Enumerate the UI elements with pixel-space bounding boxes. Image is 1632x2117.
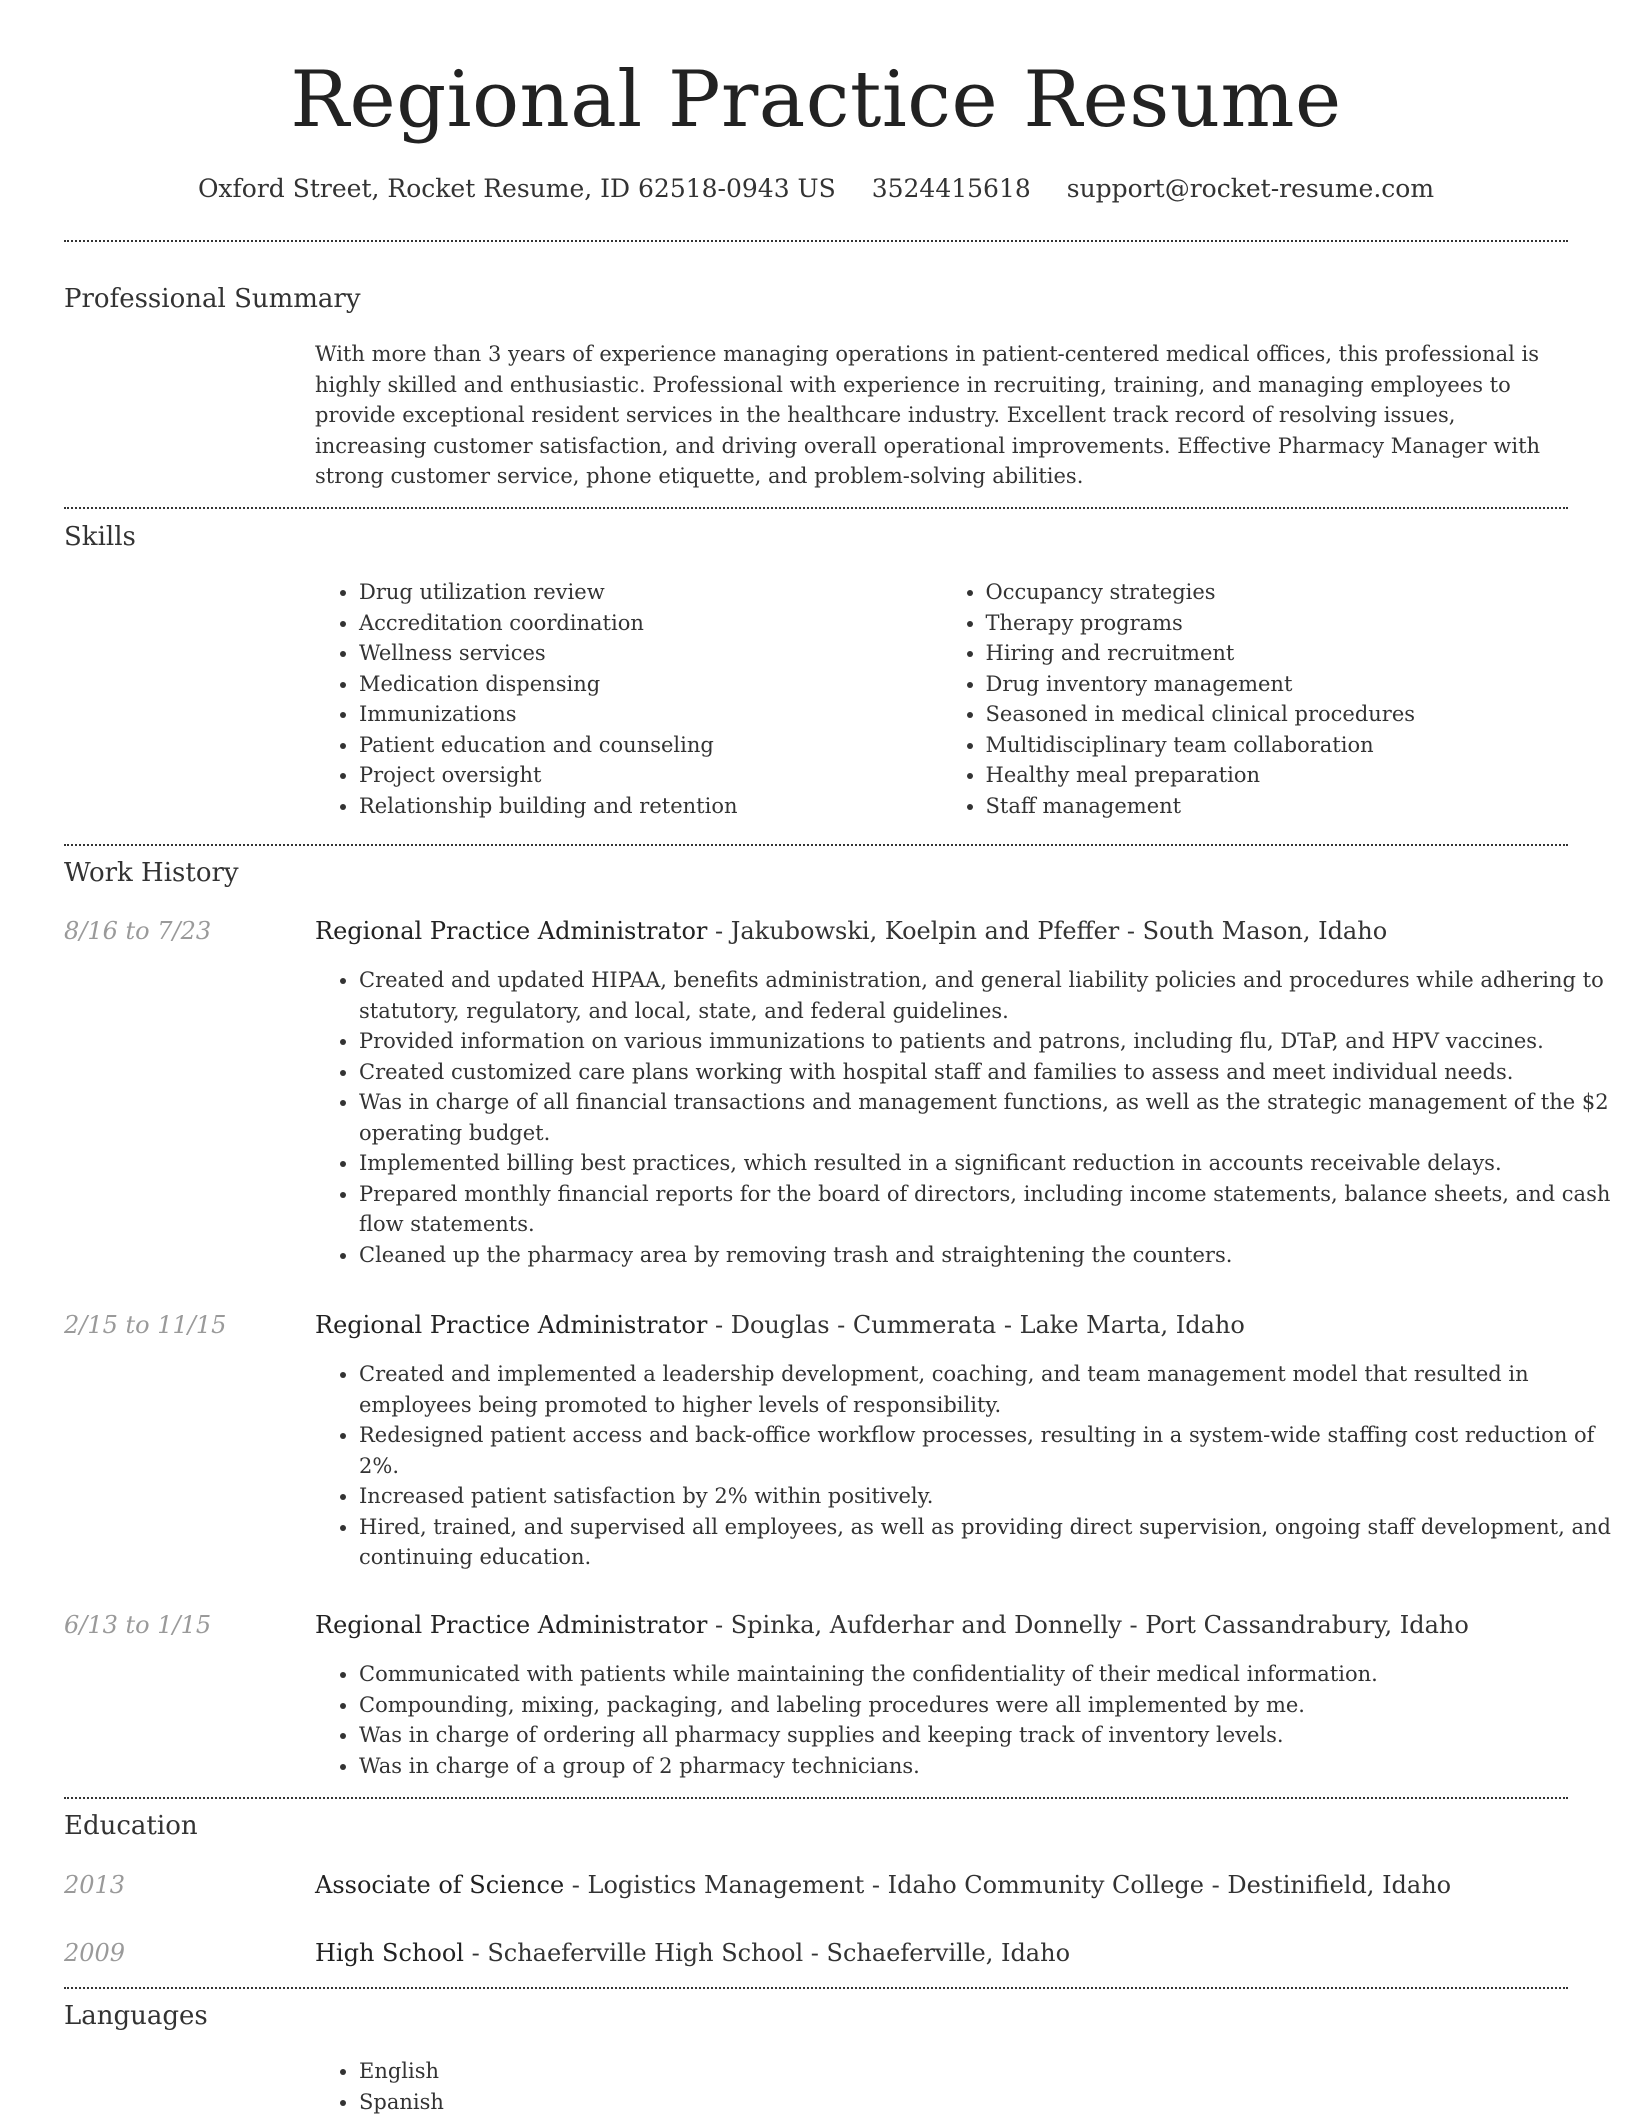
contact-address: Oxford Street, Rocket Resume, ID 62518-0943 US — [198, 174, 836, 203]
divider — [64, 507, 1568, 509]
skill-item: • Relationship building and retention — [359, 791, 942, 822]
skill-item: • Wellness services — [359, 638, 942, 669]
education-degree: Associate of Science — [315, 1871, 564, 1899]
section-title-summary: Professional Summary — [64, 282, 361, 316]
education-details: - Schaeferville High School - Schaeferville, Idaho — [464, 1939, 1070, 1967]
section-title-skills: Skills — [64, 520, 136, 554]
skill-item: • Multidisciplinary team collaboration — [986, 730, 1569, 761]
contact-phone: 3524415618 — [872, 174, 1031, 203]
skill-item: • Drug utilization review — [359, 577, 942, 608]
job-bullets — [315, 1359, 1612, 1573]
list-item: • Hired, trained, and supervised all employees, as well as providing direct supervision, ongoing staff development, and continuing education. — [359, 1512, 1612, 1573]
skills-list-left — [315, 577, 942, 821]
skills-list-right — [942, 577, 1569, 821]
divider — [64, 240, 1568, 242]
skill-item: • Therapy programs — [986, 608, 1569, 639]
list-item: • Was in charge of all financial transactions and management functions, as well as the strategic management of the $2 operating budget. — [359, 1087, 1612, 1148]
job-heading — [315, 1608, 1568, 1642]
job-role: Regional Practice Administrator — [315, 917, 707, 945]
list-item: • Was in charge of a group of 2 pharmacy technicians. — [359, 1751, 1612, 1782]
language-item: • English — [359, 2056, 1612, 2087]
job-role: Regional Practice Administrator — [315, 1611, 707, 1639]
summary-section — [315, 339, 1568, 492]
education-details: - Logistics Management - Idaho Community College - Destinifield, Idaho — [564, 1871, 1451, 1899]
section-title-work: Work History — [64, 856, 239, 890]
divider — [64, 844, 1568, 846]
list-item: • Cleaned up the pharmacy area by removing trash and straightening the counters. — [359, 1240, 1612, 1271]
job-dates: 2/15 to 11/15 — [64, 1308, 226, 1342]
section-title-languages: Languages — [64, 1999, 208, 2033]
job-dates: 8/16 to 7/23 — [64, 914, 211, 948]
contact-email: support@rocket-resume.com — [1067, 174, 1434, 203]
skills-section — [315, 577, 1568, 821]
resume-title: Regional Practice Resume — [0, 52, 1632, 148]
education-entry — [315, 1868, 1568, 1902]
list-item: • Created customized care plans working with hospital staff and families to assess and meet individual needs. — [359, 1057, 1612, 1088]
skill-item: • Immunizations — [359, 699, 942, 730]
education-year: 2013 — [64, 1868, 125, 1902]
skill-item: • Drug inventory management — [986, 669, 1569, 700]
list-item: • Communicated with patients while maintaining the confidentiality of their medical information. — [359, 1659, 1612, 1690]
list-item: • Implemented billing best practices, which resulted in a significant reduction in accounts receivable delays. — [359, 1148, 1612, 1179]
language-item: • Spanish — [359, 2087, 1612, 2117]
list-item: • Prepared monthly financial reports for the board of directors, including income statements, balance sheets, and cash flow statements. — [359, 1179, 1612, 1240]
list-item: • Created and updated HIPAA, benefits administration, and general liability policies and procedures while adhering to statutory, regulatory, and local, state, and federal guidelines. — [359, 965, 1612, 1026]
job-bullets — [315, 965, 1612, 1270]
job-employer: - Jakubowski, Koelpin and Pfeffer - South Mason, Idaho — [707, 917, 1387, 945]
skill-item: • Healthy meal preparation — [986, 760, 1569, 791]
contact-line — [0, 172, 1632, 206]
job-heading — [315, 914, 1568, 948]
summary-text: With more than 3 years of experience managing operations in patient-centered medical offices, this professional is highly skilled and enthusiastic. Professional with experience in recruiting, training, and managing employees to provide exceptional resident services in the healthcare industry. Excellent track record of resolving issues, increasing customer satisfaction, and driving overall operational improvements. Effective Pharmacy Manager with strong customer service, phone etiquette, and problem-solving abilities. — [315, 339, 1568, 492]
job-bullets — [315, 1659, 1612, 1781]
skill-item: • Medication dispensing — [359, 669, 942, 700]
job-dates: 6/13 to 1/15 — [64, 1608, 211, 1642]
list-item: • Increased patient satisfaction by 2% within positively. — [359, 1481, 1612, 1512]
job-role: Regional Practice Administrator — [315, 1311, 707, 1339]
education-degree: High School — [315, 1939, 464, 1967]
skill-item: • Accreditation coordination — [359, 608, 942, 639]
languages-list — [315, 2056, 1612, 2117]
skill-item: • Hiring and recruitment — [986, 638, 1569, 669]
list-item: • Created and implemented a leadership development, coaching, and team management model that resulted in employees being promoted to higher levels of responsibility. — [359, 1359, 1612, 1420]
list-item: • Redesigned patient access and back-office workflow processes, resulting in a system-wide staffing cost reduction of 2%. — [359, 1420, 1612, 1481]
job-employer: - Douglas - Cummerata - Lake Marta, Idaho — [707, 1311, 1244, 1339]
skill-item: • Patient education and counseling — [359, 730, 942, 761]
list-item: • Provided information on various immunizations to patients and patrons, including flu, DTaP, and HPV vaccines. — [359, 1026, 1612, 1057]
job-heading — [315, 1308, 1568, 1342]
education-year: 2009 — [64, 1936, 125, 1970]
list-item: • Was in charge of ordering all pharmacy supplies and keeping track of inventory levels. — [359, 1720, 1612, 1751]
job-employer: - Spinka, Aufderhar and Donnelly - Port Cassandrabury, Idaho — [707, 1611, 1468, 1639]
skill-item: • Occupancy strategies — [986, 577, 1569, 608]
education-entry — [315, 1936, 1568, 1970]
divider — [64, 1797, 1568, 1799]
divider — [64, 1987, 1568, 1989]
skill-item: • Project oversight — [359, 760, 942, 791]
section-title-education: Education — [64, 1809, 198, 1843]
skill-item: • Staff management — [986, 791, 1569, 822]
list-item: • Compounding, mixing, packaging, and labeling procedures were all implemented by me. — [359, 1690, 1612, 1721]
skill-item: • Seasoned in medical clinical procedures — [986, 699, 1569, 730]
